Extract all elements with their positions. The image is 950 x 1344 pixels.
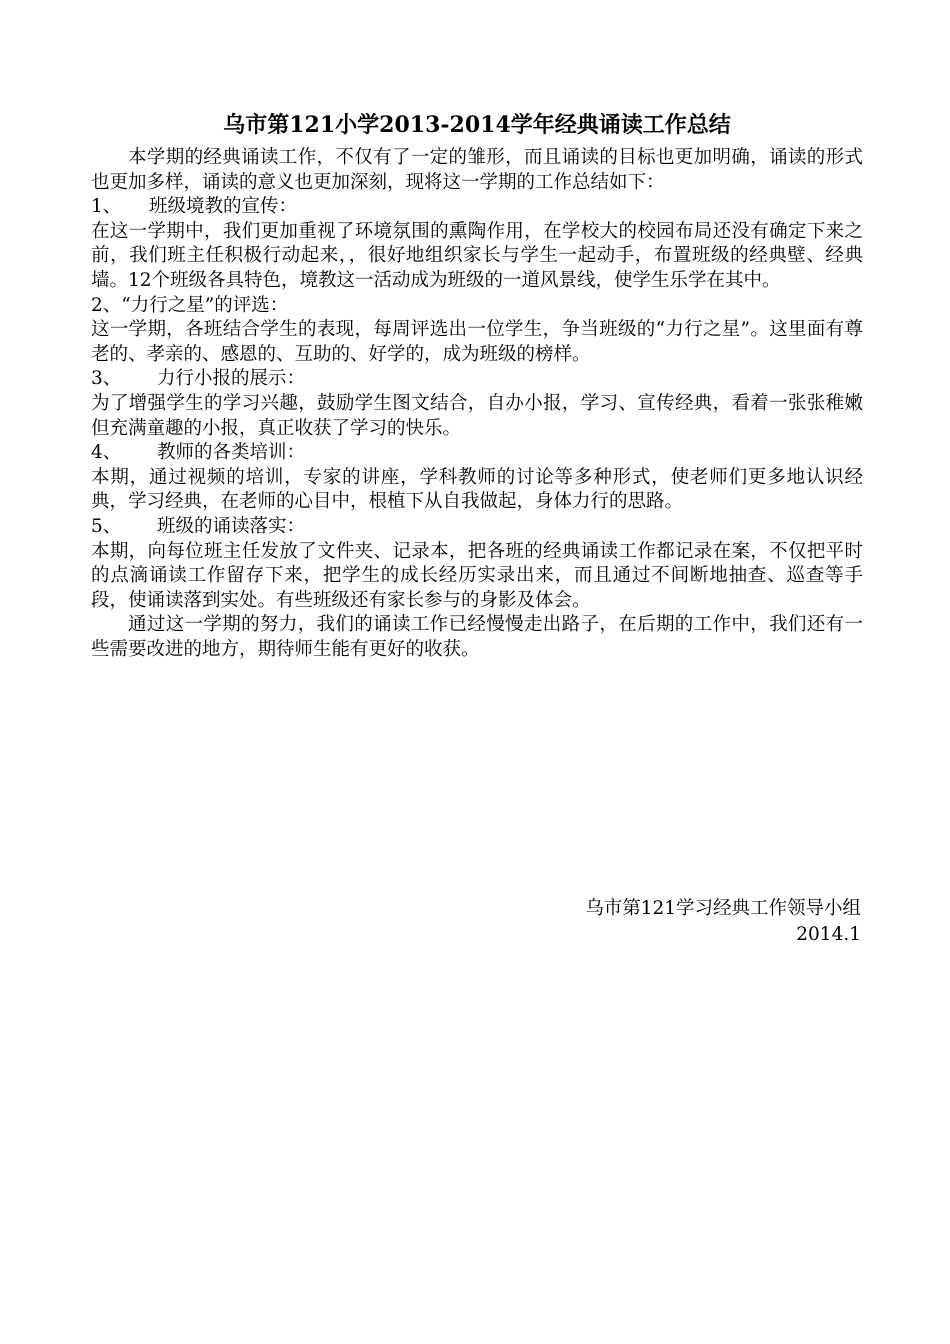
section-number-3: 3、 (91, 368, 122, 390)
section-title-2: “力行之星”的评选： (121, 294, 289, 316)
section-text-3: 为了增强学生的学习兴趣，鼓励学生图文结合，自办小报，学习、宣传经典，看着一张张稚嫩但充满童趣的小报，真正收获了学习的快乐。 (91, 392, 863, 439)
intro-paragraph: 本学期的经典诵读工作，不仅有了一定的雏形，而且诵读的目标也更加明确，诵读的形式也更加多样，诵读的意义也更加深刻，现将这一学期的工作总结如下： (91, 147, 863, 193)
section-number-2: 2、 (91, 294, 122, 316)
section-text-2: 这一学期，各班结合学生的表现，每周评选出一位学生，争当班级的“力行之星”。这里面有尊老的、孝亲的、感恩的、互助的、好学的，成为班级的榜样。 (91, 319, 863, 365)
section-heading-5 (91, 515, 863, 540)
section-title-3: 力行小报的展示： (157, 368, 306, 390)
signature-organization: 乌市第121学习经典工作领导小组 (585, 898, 861, 919)
section-title-4: 教师的各类培训： (157, 442, 306, 464)
section-text-4: 本期，通过视频的培训，专家的讲座，学科教师的讨论等多种形式，使老师们更多地认识经典，学习经典，在老师的心目中，根植下从自我做起，身体力行的思路。 (91, 466, 863, 513)
section-heading-2 (91, 294, 863, 319)
section-heading-4 (91, 441, 863, 466)
section-heading-1 (91, 195, 863, 220)
section-title-1: 班级境教的宣传： (149, 196, 298, 218)
signature-date: 2014.1 (796, 924, 861, 945)
document-body (91, 146, 863, 662)
section-title-5: 班级的诵读落实： (157, 515, 306, 537)
conclusion-paragraph: 通过这一学期的努力，我们的诵读工作已经慢慢走出路子，在后期的工作中，我们还有一些需要改进的地方，期待师生能有更好的收获。 (91, 614, 863, 660)
document-title: 乌市第121小学2013-2014学年经典诵读工作总结 (223, 112, 731, 138)
section-number-1: 1、 (91, 196, 122, 218)
document-page (91, 110, 863, 662)
signature-block (585, 896, 861, 948)
section-text-5: 本期，向每位班主任发放了文件夹、记录本，把各班的经典诵读工作都记录在案，不仅把平时的点滴诵读工作留存下来，把学生的成长经历实录出来，而且通过不间断地抽查、巡查等手段，使诵读落到实处。有些班级还有家长参与的身影及体会。 (91, 540, 863, 611)
section-heading-3 (91, 367, 863, 392)
section-number-5: 5、 (91, 515, 122, 537)
section-number-4: 4、 (91, 442, 122, 464)
section-text-1: 在这一学期中，我们更加重视了环境氛围的熏陶作用，在学校大的校园布局还没有确定下来之前，我们班主任积极行动起来，，很好地组织家长与学生一起动手，布置班级的经典壁、经典墙。12个班级各具特色，境教这一活动成为班级的一道风景线，使学生乐学在其中。 (91, 220, 863, 291)
